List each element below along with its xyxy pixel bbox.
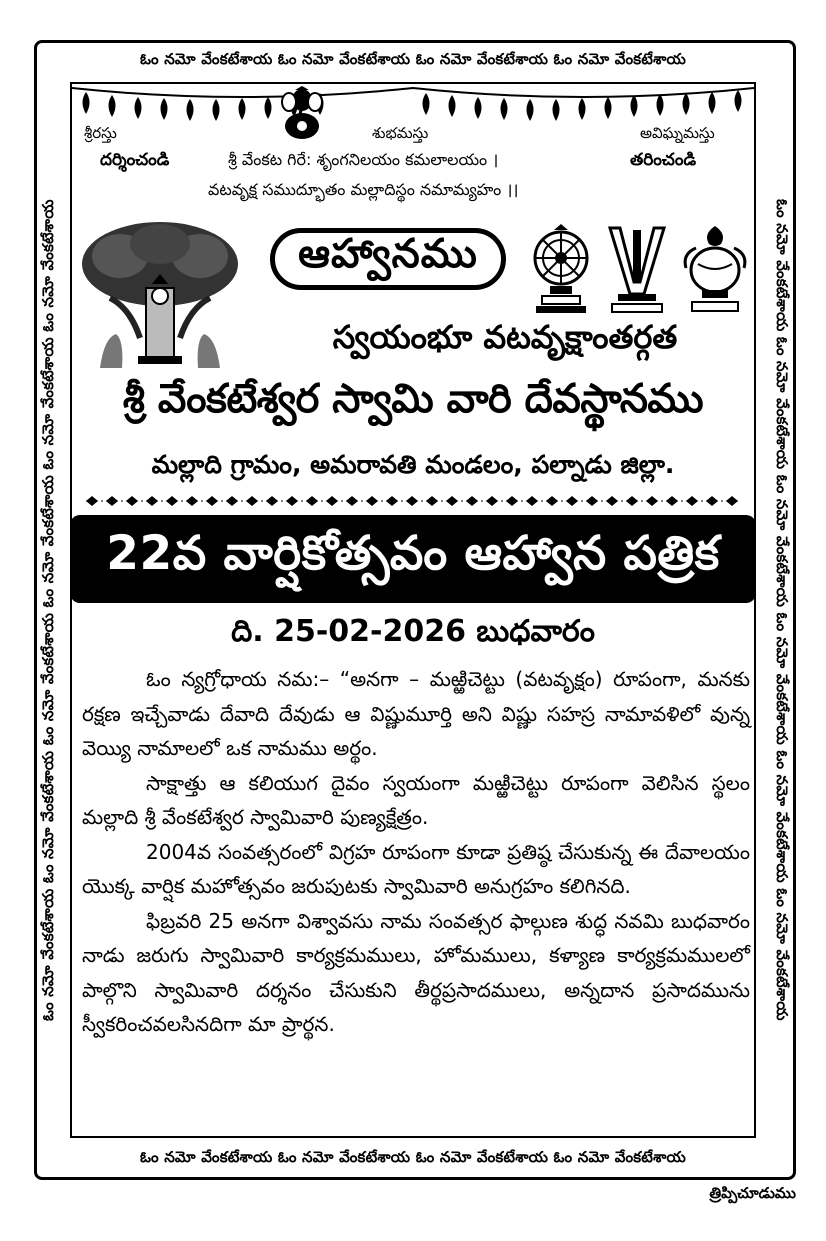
- paragraph-2: సాక్షాత్తు ఆ కలియుగ దైవం స్వయంగా మఱ్ఱిచెట్టు రూపంగా వెలిసిన స్థలం మల్లాది శ్రీ వేంకటేశ్వర స్వామివారి పుణ్యక్షేత్రం.: [82, 770, 750, 829]
- paragraph-3: 2004వ సంవత్సరంలో విగ్రహ రూపంగా కూడా ప్రతిష్ఠ చేసుకున్న ఈ దేవాలయం యొక్క వార్షిక మహోత్సవం జరుపుటకు స్వామివారి అనుగ్రహం కలిగినది.: [82, 839, 750, 898]
- turn-over-note: త్రిప్పిచూడుము: [709, 1184, 796, 1202]
- verse-right-word: తరించండి: [630, 150, 697, 170]
- namam-icon: [604, 224, 670, 314]
- banyan-tree-deity-icon: [80, 218, 240, 368]
- blessing-right: అవిఘ్నమస్తు: [640, 124, 715, 142]
- border-text-right: ఓం నమో వేంకటేశాయ ఓం నమో వేంకటేశాయ ఓం నమో వేంకటేశాయ ఓం నమో వేంకటేశాయ ఓం నమో వేంకటేశాయ ఓం నమో వేంకటేశాయ: [773, 199, 791, 1021]
- divider-ornament-icon: [86, 494, 740, 508]
- temple-address: మల్లాది గ్రామం, అమరావతి మండలం, పల్నాడు జిల్లా.: [151, 450, 675, 479]
- blessing-left: శ్రీరస్తు: [84, 124, 117, 142]
- garland-icon: [72, 84, 754, 122]
- verse-line-1: శ్రీ వేంకట గిరే: శృంగనిలయం కమలాలయం ।: [228, 150, 499, 169]
- event-date: ది. 25-02-2026 బుధవారం: [231, 614, 595, 649]
- border-text-top: ఓం నమో వేంకటేశాయ ఓం నమో వేంకటేశాయ ఓం నమో వేంకటేశాయ ఓం నమో వేంకటేశాయ: [140, 50, 686, 68]
- aahvanam-badge: ఆహ్వానము: [270, 228, 506, 290]
- kalasha-icon: [682, 224, 748, 314]
- verse-left-word: దర్శించండి: [100, 150, 170, 170]
- blessing-center: శుభమస్తు: [372, 124, 429, 142]
- heading-subtitle: స్వయంభూ వటవృక్షాంతర్గత: [332, 318, 678, 356]
- paragraph-1: ఓం న్యగ్రోధాయ నమ:– “అనగా – మఱ్ఱిచెట్టు (వటవృక్షం) రూపంగా, మనకు రక్షణ ఇచ్చేవాడు దేవాది దేవుడు ఆ విష్ణుమూర్తి అని విష్ణు సహస్ర నామావళిలో వున్న వెయ్యి నామాలలో ఒక నామము అర్థం.: [82, 667, 750, 760]
- border-text-left: ఓం నమో వేంకటేశాయ ఓం నమో వేంకటేశాయ ఓం నమో వేంకటేశాయ ఓం నమో వేంకటేశాయ ఓం నమో వేంకటేశాయ ఓం నమో వేంకటేశాయ: [39, 199, 57, 1021]
- temple-name: శ్రీ వేంకటేశ్వర స్వామి వారి దేవస్థానము: [122, 376, 704, 422]
- shankha-chakra-icon: [528, 224, 594, 314]
- border-text-bottom: ఓం నమో వేంకటేశాయ ఓం నమో వేంకటేశాయ ఓం నమో వేంకటేశాయ ఓం నమో వేంకటేశాయ: [140, 1148, 686, 1166]
- paragraph-4: ఫిబ్రవరి 25 అనగా విశ్వావసు నామ సంవత్సర ఫాల్గుణ శుద్ధ నవమి బుధవారం నాడు జరుగు స్వామివారి కార్యక్రమములు, హోమములు, కళ్యాణ కార్యక్రమములలో పాల్గొని స్వామివారి దర్శనం చేసుకుని తీర్థప్రసాదములు, అన్నదాన ప్రసాదమును స్వీకరించవలసినదిగా మా ప్రార్థన.: [82, 908, 750, 1036]
- verse-line-2: వటవృక్ష సముద్భూతం మల్లాదిస్థం నమామ్యహం ।।: [208, 180, 519, 199]
- invitation-body: [82, 662, 750, 1042]
- invitation-title-banner: 22వ వార్షికోత్సవం ఆహ్వాన పత్రిక: [70, 515, 756, 603]
- ganesha-icon: [273, 86, 331, 142]
